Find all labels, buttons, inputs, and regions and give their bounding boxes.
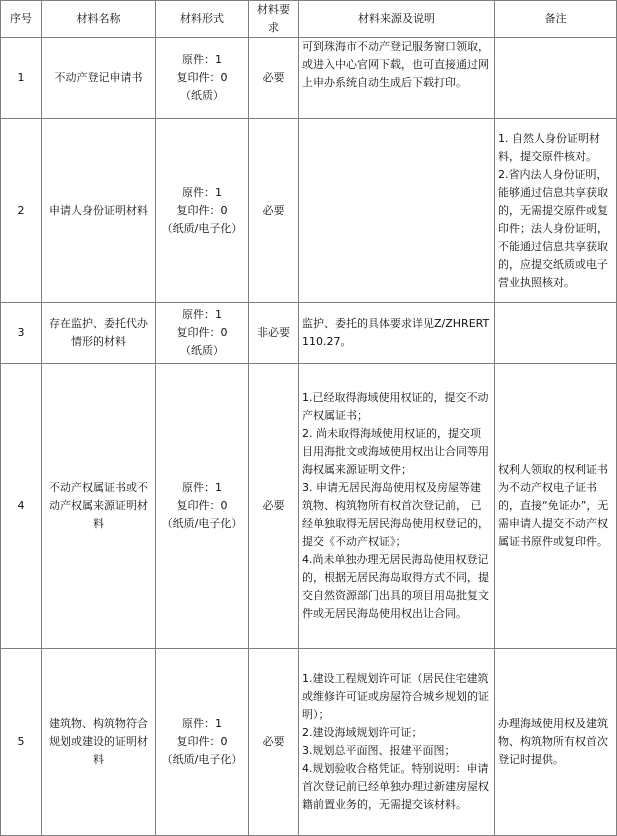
cell-form bbox=[156, 303, 249, 364]
header-requirement: 材料要求 bbox=[249, 1, 299, 38]
header-source: 材料来源及说明 bbox=[299, 1, 495, 38]
header-name: 材料名称 bbox=[42, 1, 156, 38]
cell-no: 4 bbox=[1, 364, 42, 649]
source-item: 2.建设海域规划许可证； bbox=[302, 726, 423, 739]
cell-material-name: 不动产登记申请书 bbox=[42, 38, 156, 119]
table-row bbox=[1, 364, 617, 649]
note-item: 权利人领取的权利证书为不动产权电子证书的，直接“免证办”，无需申请人提交不动产权属证书原件或复印件。 bbox=[498, 463, 609, 548]
header-no: 序号 bbox=[1, 1, 42, 38]
form-line: 复印件：0 bbox=[176, 326, 228, 339]
form-line: 复印件：0 bbox=[176, 735, 228, 748]
cell-note bbox=[495, 364, 617, 649]
cell-form bbox=[156, 38, 249, 119]
form-line: （纸质/电子化） bbox=[161, 753, 243, 766]
cell-no: 2 bbox=[1, 119, 42, 303]
cell-note bbox=[495, 119, 617, 303]
table-row bbox=[1, 303, 617, 364]
source-item: 3. 申请无居民海岛使用权及房屋等建筑物、构筑物所有权首次登记前， 已经单独取得无居民海岛使用权登记的，提交《不动产权证》； bbox=[302, 481, 489, 548]
note-item: 办理海域使用权及建筑物、构筑物所有权首次登记时提供。 bbox=[498, 717, 608, 766]
cell-note bbox=[495, 303, 617, 364]
table-row bbox=[1, 38, 617, 119]
form-line: 原件：1 bbox=[182, 308, 222, 321]
form-line: （纸质/电子化） bbox=[161, 517, 243, 530]
table-row bbox=[1, 119, 617, 303]
cell-material-name: 申请人身份证明材料 bbox=[42, 119, 156, 303]
cell-material-name: 不动产权属证书或不动产权属来源证明材料 bbox=[42, 364, 156, 649]
form-line: 原件：1 bbox=[182, 53, 222, 66]
cell-form bbox=[156, 364, 249, 649]
cell-requirement: 必要 bbox=[249, 364, 299, 649]
source-item: 1.已经取得海域使用权证的，提交不动产权属证书； bbox=[302, 391, 489, 422]
cell-material-name: 建筑物、构筑物符合规划或建设的证明材料 bbox=[42, 649, 156, 836]
note-item: 1. 自然人身份证明材料，提交原件核对。 bbox=[498, 131, 600, 163]
form-line: （纸质/电子化） bbox=[161, 221, 243, 235]
table-body bbox=[1, 38, 617, 836]
header-note: 备注 bbox=[495, 1, 617, 38]
form-line: 原件：1 bbox=[182, 481, 222, 494]
cell-no: 3 bbox=[1, 303, 42, 364]
cell-requirement: 必要 bbox=[249, 119, 299, 303]
cell-source bbox=[299, 649, 495, 836]
header-form: 材料形式 bbox=[156, 1, 249, 38]
cell-source bbox=[299, 303, 495, 364]
source-item: 可到珠海市不动产登记服务窗口领取，或进入中心官网下载，也可直接通过网上申办系统自动生成后下载打印。 bbox=[302, 40, 489, 89]
form-line: （纸质） bbox=[180, 89, 224, 102]
cell-no: 5 bbox=[1, 649, 42, 836]
table-row bbox=[1, 649, 617, 836]
cell-requirement: 必要 bbox=[249, 38, 299, 119]
cell-requirement: 必要 bbox=[249, 649, 299, 836]
cell-material-name: 存在监护、委托代办情形的材料 bbox=[42, 303, 156, 364]
form-line: （纸质） bbox=[180, 344, 224, 357]
cell-requirement: 非必要 bbox=[249, 303, 299, 364]
form-line: 复印件：0 bbox=[176, 71, 228, 84]
form-line: 原件：1 bbox=[182, 717, 222, 730]
note-item: 2.省内法人身份证明，能够通过信息共享获取的，无需提交原件或复印件；法人身份证明，不能通过信息共享获取的，应提交纸质或电子营业执照核对。 bbox=[498, 167, 608, 289]
cell-note bbox=[495, 38, 617, 119]
cell-form bbox=[156, 649, 249, 836]
source-item: 3.规划总平面图、报建平面图； bbox=[302, 744, 456, 757]
form-line: 原件：1 bbox=[182, 185, 222, 199]
cell-form bbox=[156, 119, 249, 303]
cell-no: 1 bbox=[1, 38, 42, 119]
source-item: 1.建设工程规划许可证（居民住宅建筑或维修许可证或房屋符合城乡规划的证明）； bbox=[302, 672, 489, 721]
form-line: 复印件：0 bbox=[176, 203, 228, 217]
cell-source bbox=[299, 119, 495, 303]
cell-note bbox=[495, 649, 617, 836]
cell-source bbox=[299, 38, 495, 119]
source-item: 2. 尚未取得海域使用权证的，提交项目用海批文或海域使用权出让合同等用海权属来源证明文件； bbox=[302, 427, 489, 476]
source-item: 4.规划验收合格凭证。特别说明：申请首次登记前已经单独办理过新建房屋权籍前置业务的，无需提交该材料。 bbox=[302, 762, 489, 811]
form-line: 复印件：0 bbox=[176, 499, 228, 512]
header-row bbox=[1, 1, 617, 38]
cell-source bbox=[299, 364, 495, 649]
source-item: 监护、委托的具体要求详见Z/ZHRERT110.27。 bbox=[302, 317, 490, 348]
source-item: 4.尚未单独办理无居民海岛使用权登记的，根据无居民海岛取得方式不同，提交自然资源部门出具的项目用岛批复文件或无居民海岛使用权出让合同。 bbox=[302, 553, 489, 620]
